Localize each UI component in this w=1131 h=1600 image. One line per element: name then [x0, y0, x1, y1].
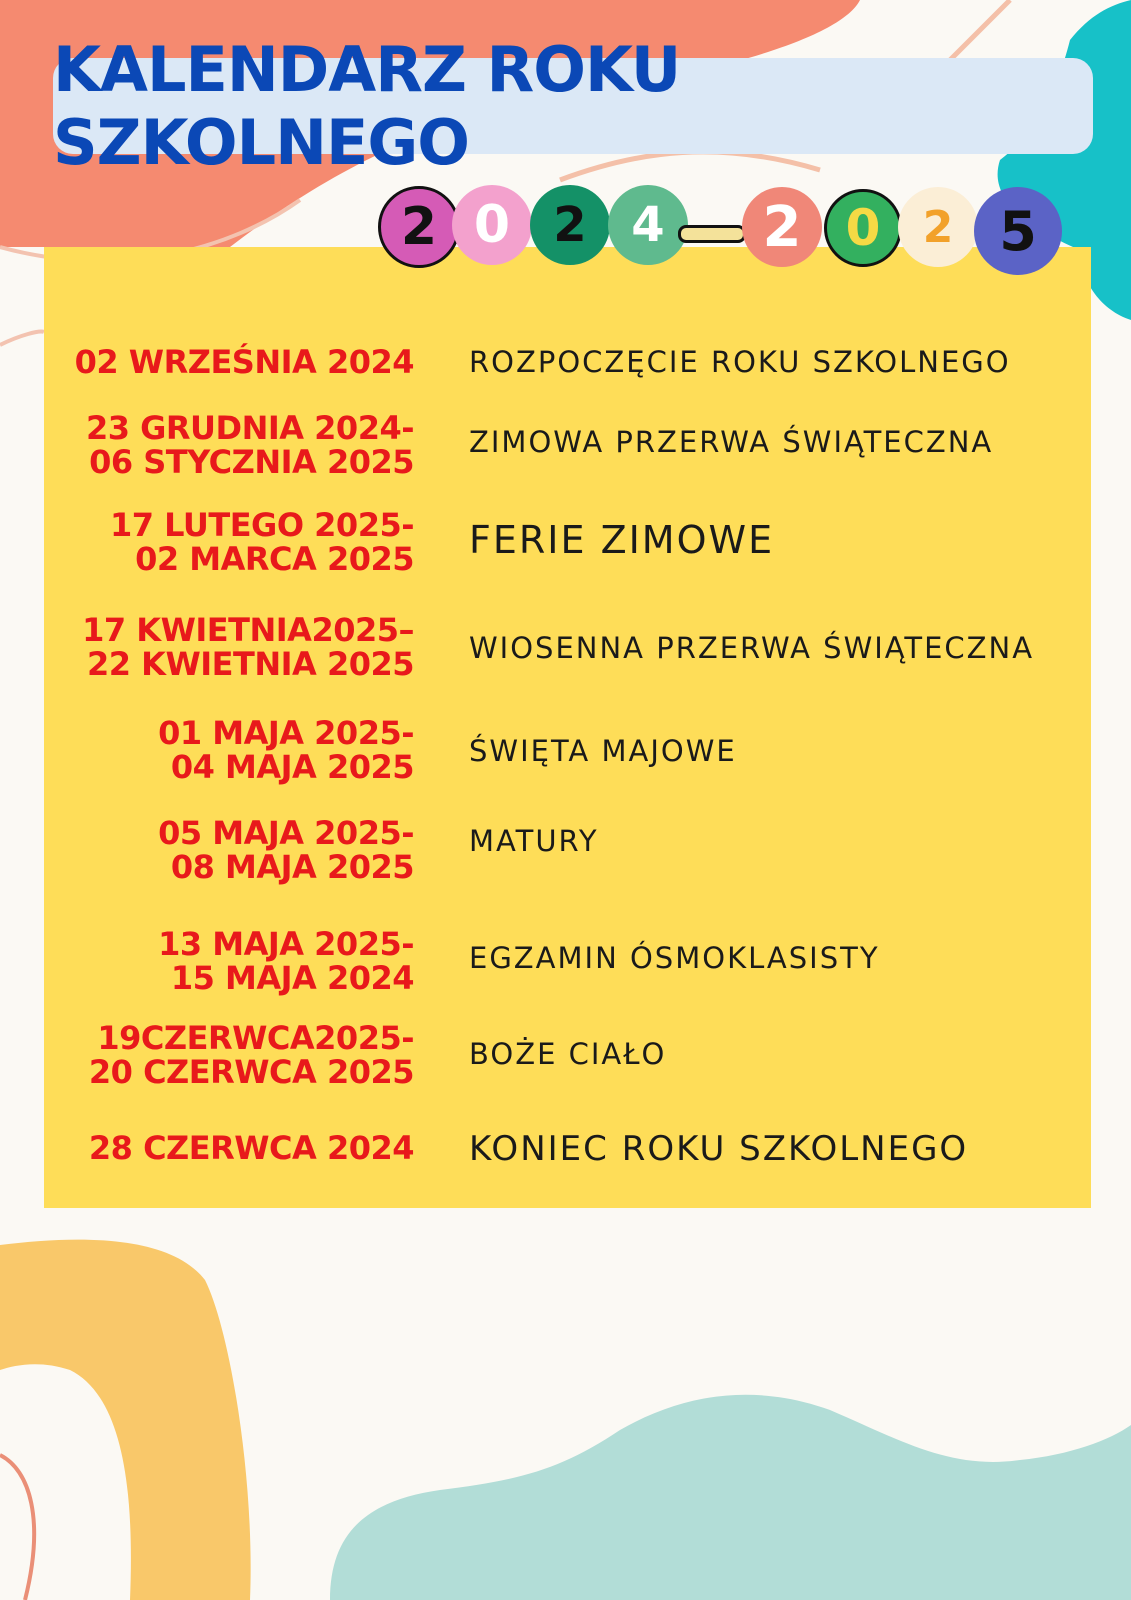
year-digit: 4 [608, 185, 688, 265]
row-event: ROZPOCZĘCIE ROKU SZKOLNEGO [469, 345, 1011, 379]
row-date: 17 KWIETNIA2025– 22 KWIETNIA 2025 [82, 611, 414, 683]
year-digit: 0 [452, 185, 532, 265]
row-event: ŚWIĘTA MAJOWE [469, 734, 737, 768]
row-event: WIOSENNA PRZERWA ŚWIĄTECZNA [469, 631, 1035, 665]
year-digit: 2 [898, 187, 978, 267]
calendar-row [44, 927, 1091, 995]
row-event: EGZAMIN ÓSMOKLASISTY [469, 941, 880, 975]
row-date: 19CZERWCA2025- 20 CZERWCA 2025 [88, 1019, 414, 1091]
row-date: 01 MAJA 2025- 04 MAJA 2025 [158, 714, 414, 786]
page-title: KALENDARZ ROKU SZKOLNEGO [53, 33, 681, 179]
calendar-row [44, 1129, 1091, 1169]
row-date: 23 GRUDNIA 2024- 06 STYCZNIA 2025 [85, 409, 414, 481]
year-dash [678, 225, 746, 243]
calendar-row [44, 411, 1091, 479]
row-date: 17 LUTEGO 2025- 02 MARCA 2025 [109, 506, 414, 578]
year-digit: 2 [378, 186, 460, 268]
calendar-row [44, 613, 1091, 681]
title-banner [53, 33, 1093, 179]
school-year-beads [378, 181, 1068, 281]
year-digit: 2 [742, 187, 822, 267]
year-digit: 2 [530, 185, 610, 265]
row-date: 02 WRZEŚNIA 2024 [74, 343, 414, 381]
calendar-row [44, 1021, 1091, 1089]
calendar-row [44, 716, 1091, 784]
row-date: 13 MAJA 2025- 15 MAJA 2024 [158, 925, 414, 997]
row-event: ZIMOWA PRZERWA ŚWIĄTECZNA [469, 425, 994, 459]
row-date: 28 CZERWCA 2024 [88, 1129, 414, 1167]
row-event: BOŻE CIAŁO [469, 1037, 667, 1071]
calendar-row [44, 508, 1091, 576]
row-event: MATURY [469, 824, 599, 858]
row-event: KONIEC ROKU SZKOLNEGO [469, 1129, 969, 1169]
calendar-row [44, 816, 1091, 884]
row-event: FERIE ZIMOWE [469, 518, 775, 562]
year-digit: 0 [824, 189, 902, 267]
row-date: 05 MAJA 2025- 08 MAJA 2025 [158, 814, 414, 886]
year-digit: 5 [974, 187, 1062, 275]
calendar-row [44, 345, 1091, 379]
